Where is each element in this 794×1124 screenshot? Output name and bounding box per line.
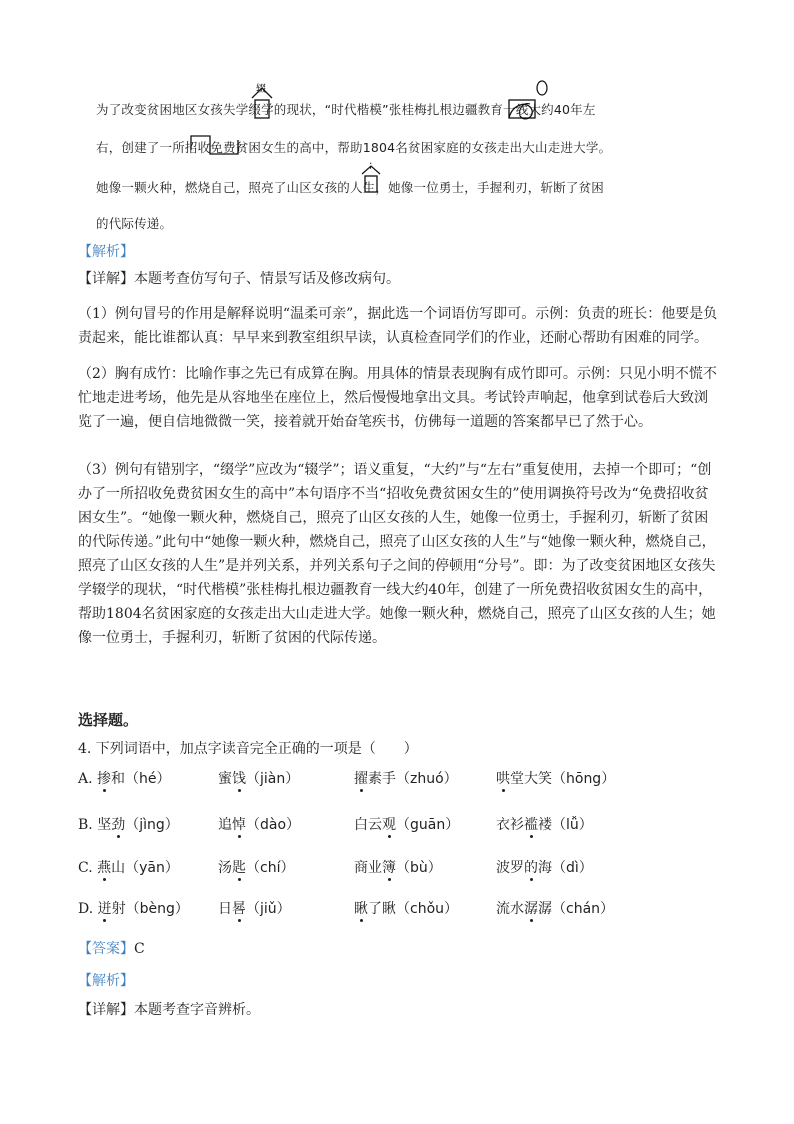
- pinyin: （jiàn）: [246, 771, 300, 787]
- word-part: 山: [111, 860, 126, 876]
- word-part: 白云: [354, 817, 382, 833]
- answer-line: [78, 937, 718, 961]
- dotted-char: 饯: [232, 771, 246, 787]
- pinyin: （bù）: [396, 860, 442, 876]
- pinyin: （dào）: [246, 817, 301, 833]
- word-part: 坚: [97, 817, 112, 833]
- option-label: C.: [78, 860, 98, 876]
- analysis-label-1: 【解析】: [78, 244, 134, 260]
- option-word: [354, 768, 458, 788]
- question-stem: 4. 下列词语中，加点字读音完全正确的一项是（ ）: [78, 741, 418, 757]
- dotted-char: 悼: [232, 817, 246, 833]
- word-part: 了瞅: [368, 901, 396, 917]
- correction-image: [88, 74, 612, 234]
- dotted-char: 观: [382, 817, 396, 833]
- option-label: D.: [78, 901, 98, 917]
- explanation-para-1: （1）例句冒号的作用是解释说明“温柔可亲”，据此选一个词语仿写即可。示例：负责的班长：他要是负责起来，能比谁都认真：早早来到教室组织早读，认真检查同学们的作业，还耐心帮助有困难的同学。: [78, 306, 718, 346]
- dotted-char: 褴: [524, 817, 538, 833]
- dotted-char: 劲: [111, 817, 126, 833]
- word-part: 和: [111, 771, 126, 787]
- option-word: [218, 898, 291, 918]
- option-word: [354, 857, 442, 877]
- pinyin: （guān）: [396, 817, 460, 833]
- detail-2: 【详解】本题考查字音辨析。: [78, 1002, 260, 1018]
- option-row-b: [78, 814, 718, 838]
- pinyin: （yān）: [125, 860, 179, 876]
- pinyin: （lǚ）: [552, 817, 593, 833]
- pinyin: （chán）: [552, 901, 615, 917]
- word-part: 流水: [496, 901, 524, 917]
- pinyin: （chǒu）: [396, 901, 459, 917]
- option-row-c: [78, 857, 718, 881]
- option-word: [496, 857, 593, 877]
- dotted-char: 掺: [97, 771, 112, 787]
- pinyin: （dì）: [552, 860, 593, 876]
- explanation-para-3: （3）例句有错别字，“缀学”应改为“辍学”；语义重复，“大约”与“左右”重复使用，去掉一个即可；“创办了一所招收免费贫困女生的高中”本句语序不当“招收免费贫困女生的”使用调换符号改为“免费招收贫困女生”。“她像一颗火种，燃烧自己，照亮了山区女孩的人生，她像一位勇士，手握利刃，斩断了贫困的代际传递。”此句中“她像一颗火种，燃烧自己，照亮了山区女孩的人生”与“她像一颗火种，燃烧自己，照亮了山区女孩的人生”是并列关系，并列关系句子之间的停顿用“分号”。即：为了改变贫困地区女孩失学辍学的现状，“时代楷模”张桂梅扎根边疆教育一线大约40年，创建了一所免费招收贫困女生的高中，帮助1804名贫困家庭的女孩走出大山走进大学。她像一颗火种，燃烧自己，照亮了山区女孩的人生；她像一位勇士，手握利刃，斩断了贫困的代际传递。: [78, 462, 716, 646]
- option-word: [218, 814, 300, 834]
- option-word: [78, 814, 179, 834]
- word-part: 汤: [218, 860, 232, 876]
- option-row-d: [78, 898, 718, 922]
- option-row-a: [78, 768, 718, 792]
- option-word: [78, 857, 179, 877]
- word-part: 追: [218, 817, 232, 833]
- option-label: B.: [78, 817, 98, 833]
- word-part: 海: [538, 860, 552, 876]
- word-part: 日: [218, 901, 232, 917]
- dotted-char: 晷: [232, 901, 246, 917]
- dotted-char: 的: [524, 860, 538, 876]
- pinyin: （bèng）: [125, 901, 189, 917]
- word-part: 商业: [354, 860, 382, 876]
- option-word: [354, 814, 459, 834]
- option-word: [496, 898, 614, 918]
- dotted-char: 瞅: [354, 901, 368, 917]
- answer-label: 【答案】: [78, 941, 134, 957]
- option-label: A.: [78, 771, 98, 787]
- image-line-1: 为了改变贫困地区女孩失学缀学的现状，“时代楷模”张桂梅扎根边疆教育一线大约40年左: [96, 102, 596, 117]
- word-part: 褛: [538, 817, 552, 833]
- answer-value: C: [134, 941, 145, 957]
- analysis-label-2: 【解析】: [78, 973, 134, 989]
- option-word: [496, 768, 615, 788]
- section-title: 选择题。: [78, 711, 139, 729]
- image-line-3: 她像一颗火种，燃烧自己，照亮了山区女孩的人生，她像一位勇士，手握利刃，斩断了贫困: [96, 180, 605, 195]
- explanation-para-2: （2）胸有成竹：比喻作事之先已有成算在胸。用具体的情景表现胸有成竹即可。示例：只见小明不慌不忙地走进考场，他先是从容地坐在座位上，然后慢慢地拿出文具。考试铃声响起，他拿到试卷后大致浏览了一遍，便自信地微微一笑，接着就开始奋笔疾书，仿佛每一道题的答案都早已了然于心。: [78, 366, 717, 430]
- option-word: [78, 768, 171, 788]
- pinyin: （jiǔ）: [246, 901, 291, 917]
- option-word: [218, 768, 299, 788]
- image-line-2: 右，创建了一所招收免费贫困女生的高中，帮助1804名贫困家庭的女孩走出大山走进大学。: [96, 140, 612, 155]
- dotted-char: 擢: [354, 771, 368, 787]
- option-word: [78, 898, 189, 918]
- word-part: 波罗: [496, 860, 524, 876]
- dotted-char: 燕: [97, 860, 112, 876]
- option-word: [218, 857, 294, 877]
- insert-char-chuo: 辍: [256, 84, 266, 95]
- pinyin: （hé）: [125, 771, 171, 787]
- dotted-char: 哄: [496, 771, 510, 787]
- option-word: [354, 898, 458, 918]
- pinyin: （jìng）: [125, 817, 179, 833]
- insert-semicolon: ;: [369, 160, 373, 171]
- detail-intro: 【详解】本题考查仿写句子、情景写话及修改病句。: [78, 271, 400, 287]
- pinyin: （zhuó）: [396, 771, 458, 787]
- dotted-char: 迸: [97, 901, 112, 917]
- dotted-char: 潺: [524, 901, 538, 917]
- word-part: 堂大笑: [510, 771, 552, 787]
- dotted-char: 簿: [382, 860, 396, 876]
- word-part: 素手: [368, 771, 396, 787]
- dotted-char: 匙: [232, 860, 246, 876]
- word-part: 衣衫: [496, 817, 524, 833]
- image-line-4: 的代际传递。: [96, 216, 173, 231]
- option-word: [496, 814, 593, 834]
- pinyin: （hōng）: [552, 771, 616, 787]
- word-part: 蜜: [218, 771, 232, 787]
- pinyin: （chí）: [246, 860, 295, 876]
- word-part: 潺: [538, 901, 552, 917]
- word-part: 射: [111, 901, 126, 917]
